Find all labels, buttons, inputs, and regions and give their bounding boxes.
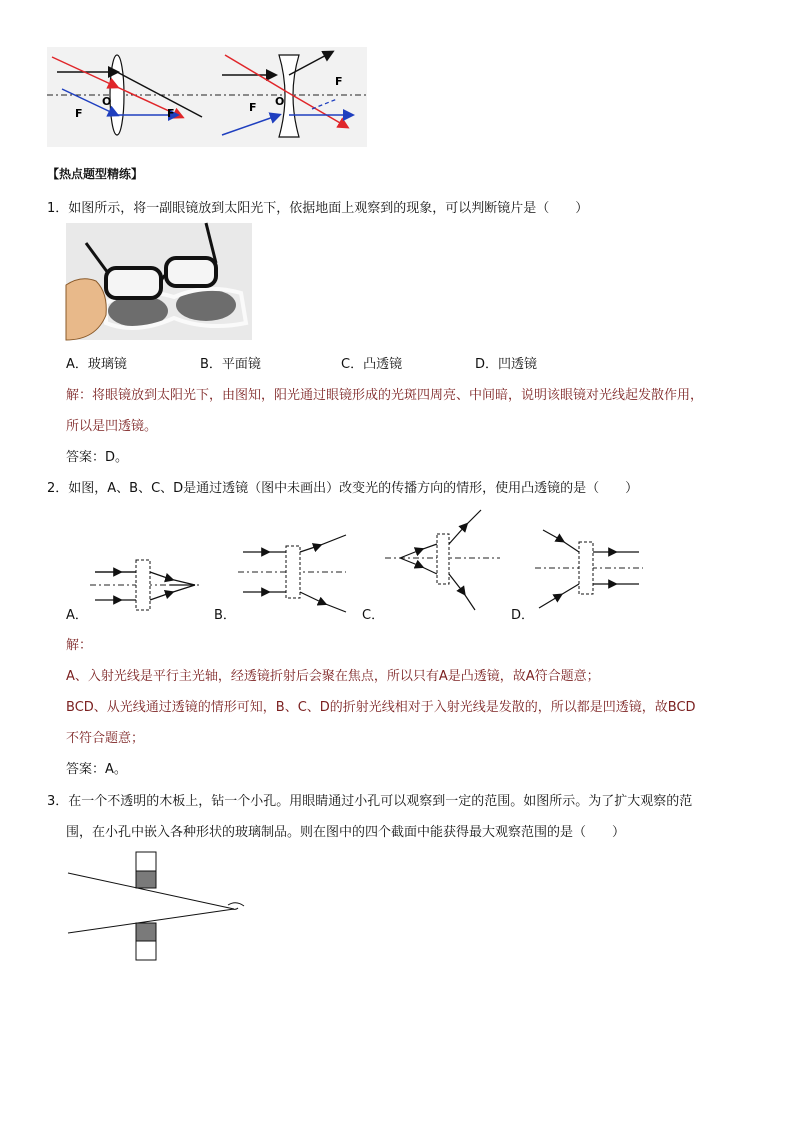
q1-glasses-photo <box>66 223 252 340</box>
q1-stem <box>47 197 588 216</box>
q2-fig-label-d: D． <box>511 608 535 623</box>
q3-stem-text-1: 在一个不透明的木板上，钻一个小孔。用眼睛通过小孔可以观察到一定的范围。如图所示。为了扩大观察的范 <box>68 794 693 809</box>
q3-number: 3． <box>47 794 69 809</box>
q2-fig-label-c: C． <box>362 608 385 623</box>
q1-solution-line2: 所以是凹透镜。 <box>66 419 158 434</box>
q1-answer: 答案：D。 <box>66 450 129 465</box>
q1-solution-line1: 解：将眼镜放到太阳光下，由图知，阳光通过眼镜形成的光斑四周亮、中间暗，说明该眼镜对光线起发散作用， <box>66 388 704 403</box>
q3-stem-line1 <box>47 790 692 809</box>
q1-option-a[interactable]: A．玻璃镜 <box>66 357 127 372</box>
q3-stem-line2: 围，在小孔中嵌入各种形状的玻璃制品。则在图中的四个截面中能获得最大观察范围的是（ ） <box>66 825 626 840</box>
section-title: 【热点题型精练】 <box>47 167 144 181</box>
q2-figure-d <box>535 508 655 618</box>
q2-solution-head: 解： <box>66 638 93 653</box>
label-o-right: O <box>275 95 285 108</box>
q2-number: 2． <box>47 481 69 496</box>
q1-option-d[interactable]: D．凹透镜 <box>475 357 538 372</box>
label-f-left-2: F <box>167 107 175 120</box>
q1-number: 1． <box>47 201 69 216</box>
label-o-left: O <box>102 95 112 108</box>
q2-figure-c <box>385 508 505 618</box>
q2-fig-label-b: B． <box>214 608 236 623</box>
q2-fig-label-a: A． <box>66 608 88 623</box>
lens-diagram <box>47 47 367 147</box>
q2-stem <box>47 477 638 496</box>
q2-figure-a <box>90 508 210 618</box>
label-f-left-1: F <box>75 107 83 120</box>
q1-stem-text: 如图所示，将一副眼镜放到太阳光下，依据地面上观察到的现象，可以判断镜片是（ ） <box>68 201 589 216</box>
q2-solution-bcd-1: BCD、从光线通过透镜的情形可知，B、C、D的折射光线相对于入射光线是发散的，所以都是凹透镜，故BCD <box>66 700 696 715</box>
label-f-right-1: F <box>249 101 257 114</box>
q2-solution-a: A、入射光线是平行主光轴，经透镜折射后会聚在焦点，所以只有A是凸透镜，故A符合题意； <box>66 669 600 684</box>
q2-stem-text: 如图，A、B、C、D是通过透镜（图中未画出）改变光的传播方向的情形，使用凸透镜的是（ ） <box>68 481 639 496</box>
q3-pinhole-figure <box>66 850 256 965</box>
label-f-right-2: F <box>335 75 343 88</box>
q2-figure-b <box>238 508 358 618</box>
q1-option-c[interactable]: C．凸透镜 <box>341 357 403 372</box>
convex-lens <box>110 55 124 135</box>
q2-answer: 答案：A。 <box>66 762 127 777</box>
q1-option-b[interactable]: B．平面镜 <box>200 357 261 372</box>
q2-solution-bcd-2: 不符合题意； <box>66 731 145 746</box>
